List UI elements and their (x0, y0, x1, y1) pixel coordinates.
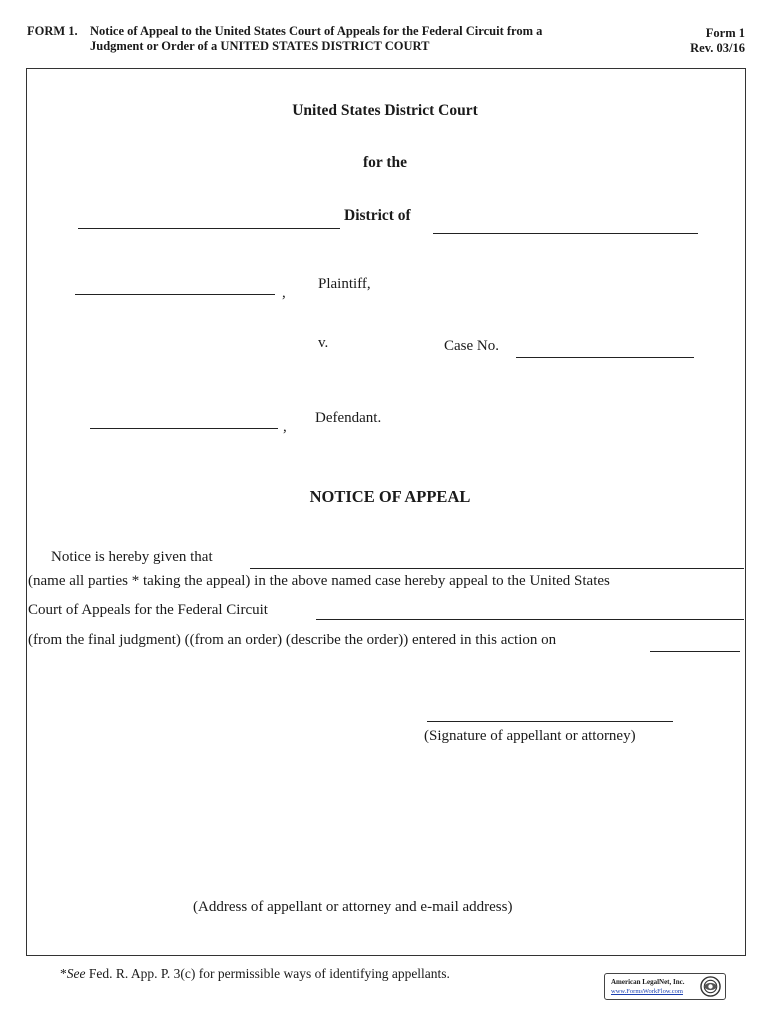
footnote-text: Fed. R. App. P. 3(c) for permissible ways of identifying appellants. (85, 966, 450, 981)
form-frame (26, 68, 746, 956)
signature-label: (Signature of appellant or attorney) (424, 728, 636, 744)
footnote (60, 966, 450, 982)
publisher-url[interactable]: www.FormsWorkFlow.com (611, 988, 683, 995)
footnote-see: See (66, 966, 86, 981)
defendant-comma: , (283, 419, 287, 435)
plaintiff-name-field[interactable] (75, 294, 275, 295)
appeal-description-field[interactable] (316, 619, 744, 620)
plaintiff-comma: , (282, 285, 286, 301)
plaintiff-label: Plaintiff, (318, 276, 371, 292)
court-heading: United States District Court (292, 102, 478, 119)
address-label: (Address of appellant or attorney and e-mail address) (193, 899, 513, 915)
appellant-parties-field[interactable] (250, 568, 744, 569)
district-field[interactable] (433, 233, 698, 234)
form-title-line1: Notice of Appeal to the United States Court of Appeals for the Federal Circuit from a (90, 24, 543, 38)
notice-line1: Notice is hereby given that (51, 549, 213, 565)
for-the-text: for the (362, 154, 408, 171)
publisher-logo (604, 973, 726, 1000)
district-of-label: District of (344, 207, 411, 224)
defendant-label: Defendant. (315, 410, 382, 426)
form-number: Form 1 (705, 26, 745, 40)
entry-date-field[interactable] (650, 651, 740, 652)
publisher-name: American LegalNet, Inc. (611, 978, 685, 986)
form-label: FORM 1. (27, 24, 78, 38)
form-title-line2: Judgment or Order of a UNITED STATES DISTRICT COURT (90, 39, 430, 53)
notice-line3: Court of Appeals for the Federal Circuit (28, 602, 268, 618)
footnote-star: * (60, 966, 67, 981)
form-revision: Rev. 03/16 (690, 41, 745, 55)
versus-label: v. (318, 335, 329, 351)
case-no-label: Case No. (444, 338, 499, 354)
defendant-name-field[interactable] (90, 428, 278, 429)
notice-line2: (name all parties * taking the appeal) in the above named case hereby appeal to the United States (28, 573, 610, 589)
case-number-field[interactable] (516, 357, 694, 358)
publisher-globe-icon (700, 976, 721, 997)
district-name-field[interactable] (78, 228, 340, 229)
notice-title: NOTICE OF APPEAL (309, 487, 471, 506)
signature-field[interactable] (427, 721, 673, 722)
notice-line4: (from the final judgment) ((from an order) (describe the order)) entered in this action on (28, 632, 557, 648)
